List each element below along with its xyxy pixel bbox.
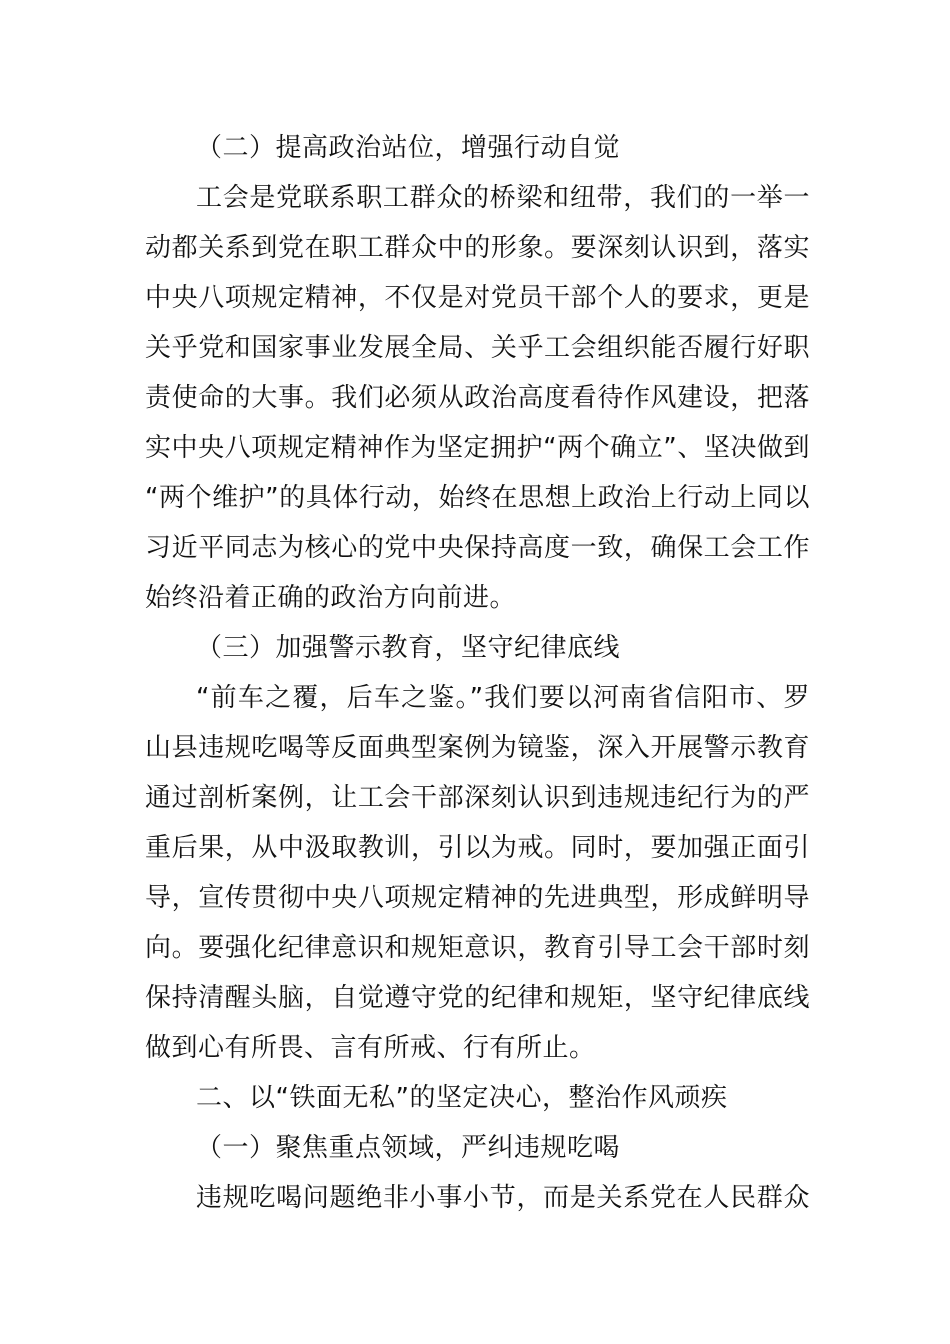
paragraph-line: 责使命的大事。我们必须从政治高度看待作风建设，把落 [145, 383, 810, 413]
paragraph-line: 重后果，从中汲取教训，引以为戒。同时，要加强正面引 [145, 833, 810, 863]
paragraph-line: 始终沿着正确的政治方向前进。 [145, 583, 517, 613]
paragraph-line: 动都关系到党在职工群众中的形象。要深刻认识到，落实 [145, 233, 810, 263]
paragraph-line: 保持清醒头脑，自觉遵守党的纪律和规矩，坚守纪律底线 [145, 983, 810, 1013]
paragraph-line: 工会是党联系职工群众的桥梁和纽带，我们的一举一 [196, 183, 810, 213]
section-heading-2: （二）提高政治站位，增强行动自觉 [196, 133, 621, 163]
paragraph-line: 做到心有所畏、言有所戒、行有所止。 [145, 1033, 596, 1063]
paragraph-line: 山县违规吃喝等反面典型案例为镜鉴，深入开展警示教育 [145, 733, 810, 763]
paragraph-line: 导，宣传贯彻中央八项规定精神的先进典型，形成鲜明导 [145, 883, 810, 913]
section-heading-1: （一）聚焦重点领域，严纠违规吃喝 [196, 1133, 621, 1163]
paragraph-line: 关乎党和国家事业发展全局、关乎工会组织能否履行好职 [145, 333, 810, 363]
paragraph-line: 通过剖析案例，让工会干部深刻认识到违规违纪行为的严 [145, 783, 810, 813]
paragraph-line: 习近平同志为核心的党中央保持高度一致，确保工会工作 [145, 533, 810, 563]
section-heading-3: （三）加强警示教育，坚守纪律底线 [196, 633, 621, 663]
paragraph-line: “前车之覆，后车之鉴。”我们要以河南省信阳市、罗 [196, 683, 810, 713]
paragraph-line: “两个维护”的具体行动，始终在思想上政治上行动上同以 [145, 483, 810, 513]
paragraph-line: 向。要强化纪律意识和规矩意识，教育引导工会干部时刻 [145, 933, 810, 963]
paragraph-line: 实中央八项规定精神作为坚定拥护“两个确立”、坚决做到 [145, 433, 810, 463]
paragraph-line: 中央八项规定精神，不仅是对党员干部个人的要求，更是 [145, 283, 810, 313]
chapter-heading-2: 二、以“铁面无私”的坚定决心，整治作风顽疾 [196, 1083, 728, 1113]
paragraph-line: 违规吃喝问题绝非小事小节，而是关系党在人民群众 [196, 1183, 810, 1213]
